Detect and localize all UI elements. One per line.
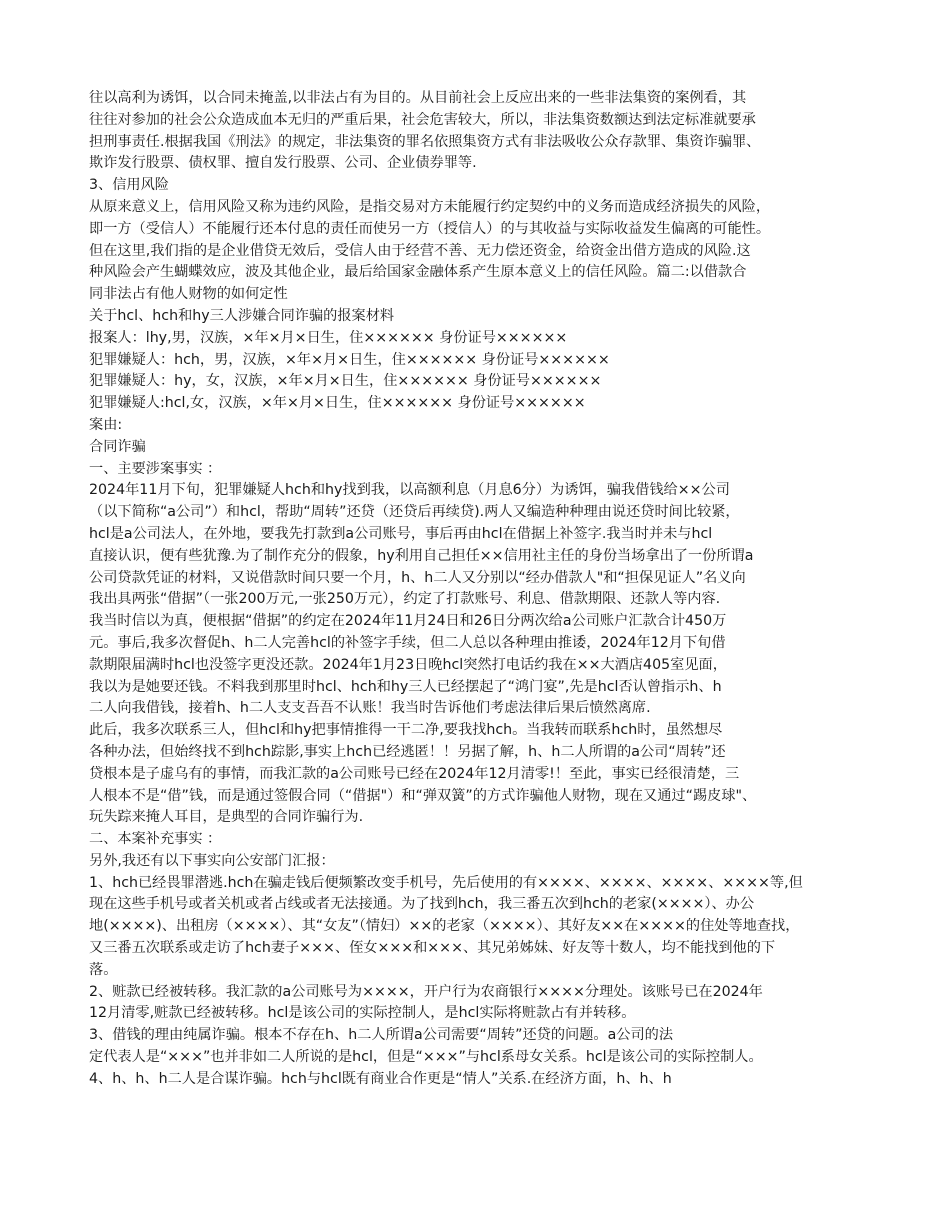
text-line: 关于hcl、hch和hy三人涉嫌合同诈骗的报案材料 xyxy=(89,307,395,324)
text-line: 犯罪嫌疑人：hy，女，汉族，×年×月×日生，住×××××× 身份证号×××××× xyxy=(89,373,602,390)
text-line: 4、h、h、h二人是合谋诈骗。hch与hcl既有商业合作更是“情人”关系.在经济方面，h、h、h xyxy=(89,1070,672,1087)
text-line: 2、赃款已经被转移。我汇款的a公司账号为××××，开户行为农商银行××××分理处。该账号已在2024年 xyxy=(89,983,763,1000)
text-line: 12月清零,赃款已经被转移。hcl是该公司的实际控制人，是hcl实际将赃款占有并转移。 xyxy=(89,1005,636,1022)
text-line: 但在这里,我们指的是企业借贷无效后，受信人由于经营不善、无力偿还资金，给资金出借方造成的风险.这 xyxy=(89,242,751,259)
text-line: 3、信用风险 xyxy=(89,177,169,194)
text-line: 又三番五次联系或走访了hch妻子×××、侄女×××和×××、其兄弟姊妹、好友等十数人，均不能找到他的下 xyxy=(89,940,776,957)
text-line: 从原来意义上，信用风险又称为违约风险，是指交易对方未能履行约定契约中的义务而造成经济损失的风险， xyxy=(89,198,771,215)
text-line: 2024年11月下旬，犯罪嫌疑人hch和hy找到我，以高额利息（月息6分）为诱饵，骗我借钱给××公司 xyxy=(89,482,730,499)
text-line: 欺诈发行股票、债权罪、擅自发行股票、公司、企业债券罪等. xyxy=(89,155,477,172)
text-line: 二人向我借钱，接着h、h二人支支吾吾不认账！我当时告诉他们考虑法律后果后愤然离席. xyxy=(89,700,651,717)
text-line: 种风险会产生蝴蝶效应，波及其他企业，最后给国家金融体系产生原本意义上的信任风险。篇二:以借款合 xyxy=(89,264,747,281)
text-line: 元。事后,我多次督促h、h二人完善hcl的补签字手续，但二人总以各种理由推诿，2024年12月下旬借 xyxy=(89,634,726,651)
text-line: 另外,我还有以下事实向公安部门汇报： xyxy=(89,852,335,869)
text-line: 我当时信以为真，便根据“借据”的约定在2024年11月24日和26日分两次给a公司账户汇款合计450万 xyxy=(89,613,727,630)
text-line: 此后，我多次联系三人，但hcl和hy把事情推得一干二净,要我找hch。当我转而联系hch时，虽然想尽 xyxy=(89,722,723,739)
text-line: 往以高利为诱饵，以合同未掩盖,以非法占有为目的。从目前社会上反应出来的一些非法集资的案例看，其 xyxy=(89,90,747,106)
text-line: 一、主要涉案事实 ： xyxy=(89,460,222,477)
text-line: 我出具两张“借据”（一张200万元,一张250万元），约定了打款账号、利息、借款期限、还款人等内容. xyxy=(89,591,721,608)
text-line: 玩失踪来掩人耳目，是典型的合同诈骗行为. xyxy=(89,809,364,826)
text-line: 担刑事责任.根据我国《刑法》的规定，非法集资的罪名依照集资方式有非法吸收公众存款罪、集资诈骗罪、 xyxy=(89,133,761,150)
text-line: 落。 xyxy=(89,961,118,978)
text-line: 即一方（受信人）不能履行还本付息的责任而使另一方（授信人）的与其收益与实际收益发生偏离的可能性。 xyxy=(89,220,771,237)
text-line: 地(××××)、出租房（××××）、其“女友”（情妇）××的老家（××××）、其好友××在××××的住处等地查找， xyxy=(89,918,800,935)
text-line: 贷根本是子虚乌有的事情，而我汇款的a公司账号已经在2024年12月清零!！至此，事实已经很清楚，三 xyxy=(89,765,740,782)
text-line: 公司贷款凭证的材料，又说借款时间只要一个月，h、h二人又分别以“经办借款人"和“担保见证人”名义向 xyxy=(89,569,746,586)
text-line: 人根本不是“借”钱，而是通过签假合同（“借据"）和“弹双簧”的方式诈骗他人财物，现在又通过“踢皮球"、 xyxy=(89,787,757,804)
text-line: hcl是a公司法人，在外地，要我先打款到a公司账号，事后再由hcl在借据上补签字.我当时并未与hcl xyxy=(89,525,713,542)
text-line: 1、hch已经畏罪潜逃.hch在骗走钱后便频繁改变手机号，先后使用的有××××、××××、××××、××××等,但 xyxy=(89,874,803,891)
text-line: 二、本案补充事实 ： xyxy=(89,831,222,848)
text-line: 定代表人是“×××”也并非如二人所说的是hcl，但是“×××”与hcl系母女关系。hcl是该公司的实际控制人。 xyxy=(89,1049,763,1066)
text-line: 犯罪嫌疑人：hch，男，汉族，×年×月×日生，住×××××× 身份证号×××××× xyxy=(89,351,610,368)
text-line: （以下简称“a公司”）和hcl，帮助“周转”还贷（还贷后再续贷).两人又编造种种理由说还贷时间比较紧， xyxy=(89,504,740,521)
text-line: 款期限届满时hcl也没签字更没还款。2024年1月23日晚hcl突然打电话约我在××大酒店405室见面， xyxy=(89,656,727,673)
text-line: 往往对参加的社会公众造成血本无归的严重后果，社会危害较大，所以，非法集资数额达到法定标准就要承 xyxy=(89,111,756,128)
text-line: 直接认识，便有些犹豫.为了制作充分的假象，hy利用自己担任××信用社主任的身份当场拿出了一份所谓a xyxy=(89,547,754,564)
text-line: 案由: xyxy=(89,416,123,433)
text-line: 各种办法，但始终找不到hch踪影,事实上hch已经逃匿！！另据了解，h、h二人所谓的a公司“周转”还 xyxy=(89,743,726,760)
text-line: 同非法占有他人财物的如何定性 xyxy=(89,286,288,303)
text-line: 现在这些手机号或者关机或者占线或者无法接通。为了找到hch，我三番五次到hch的老家(××××）、办公 xyxy=(89,896,755,913)
text-line: 我以为是她要还钱。不料我到那里时hcl、hch和hy三人已经摆起了“鸿门宴”,先是hcl否认曾指示h、h xyxy=(89,678,722,695)
text-line: 3、借钱的理由纯属诈骗。根本不存在h、h二人所谓a公司需要“周转”还贷的问题。a公司的法 xyxy=(89,1027,674,1044)
text-line: 报案人：lhy,男，汉族，×年×月×日生，住×××××× 身份证号×××××× xyxy=(89,329,568,346)
text-line: 犯罪嫌疑人:hcl,女，汉族，×年×月×日生，住×××××× 身份证号×××××× xyxy=(89,395,586,412)
text-line: 合同诈骗 xyxy=(89,438,146,455)
